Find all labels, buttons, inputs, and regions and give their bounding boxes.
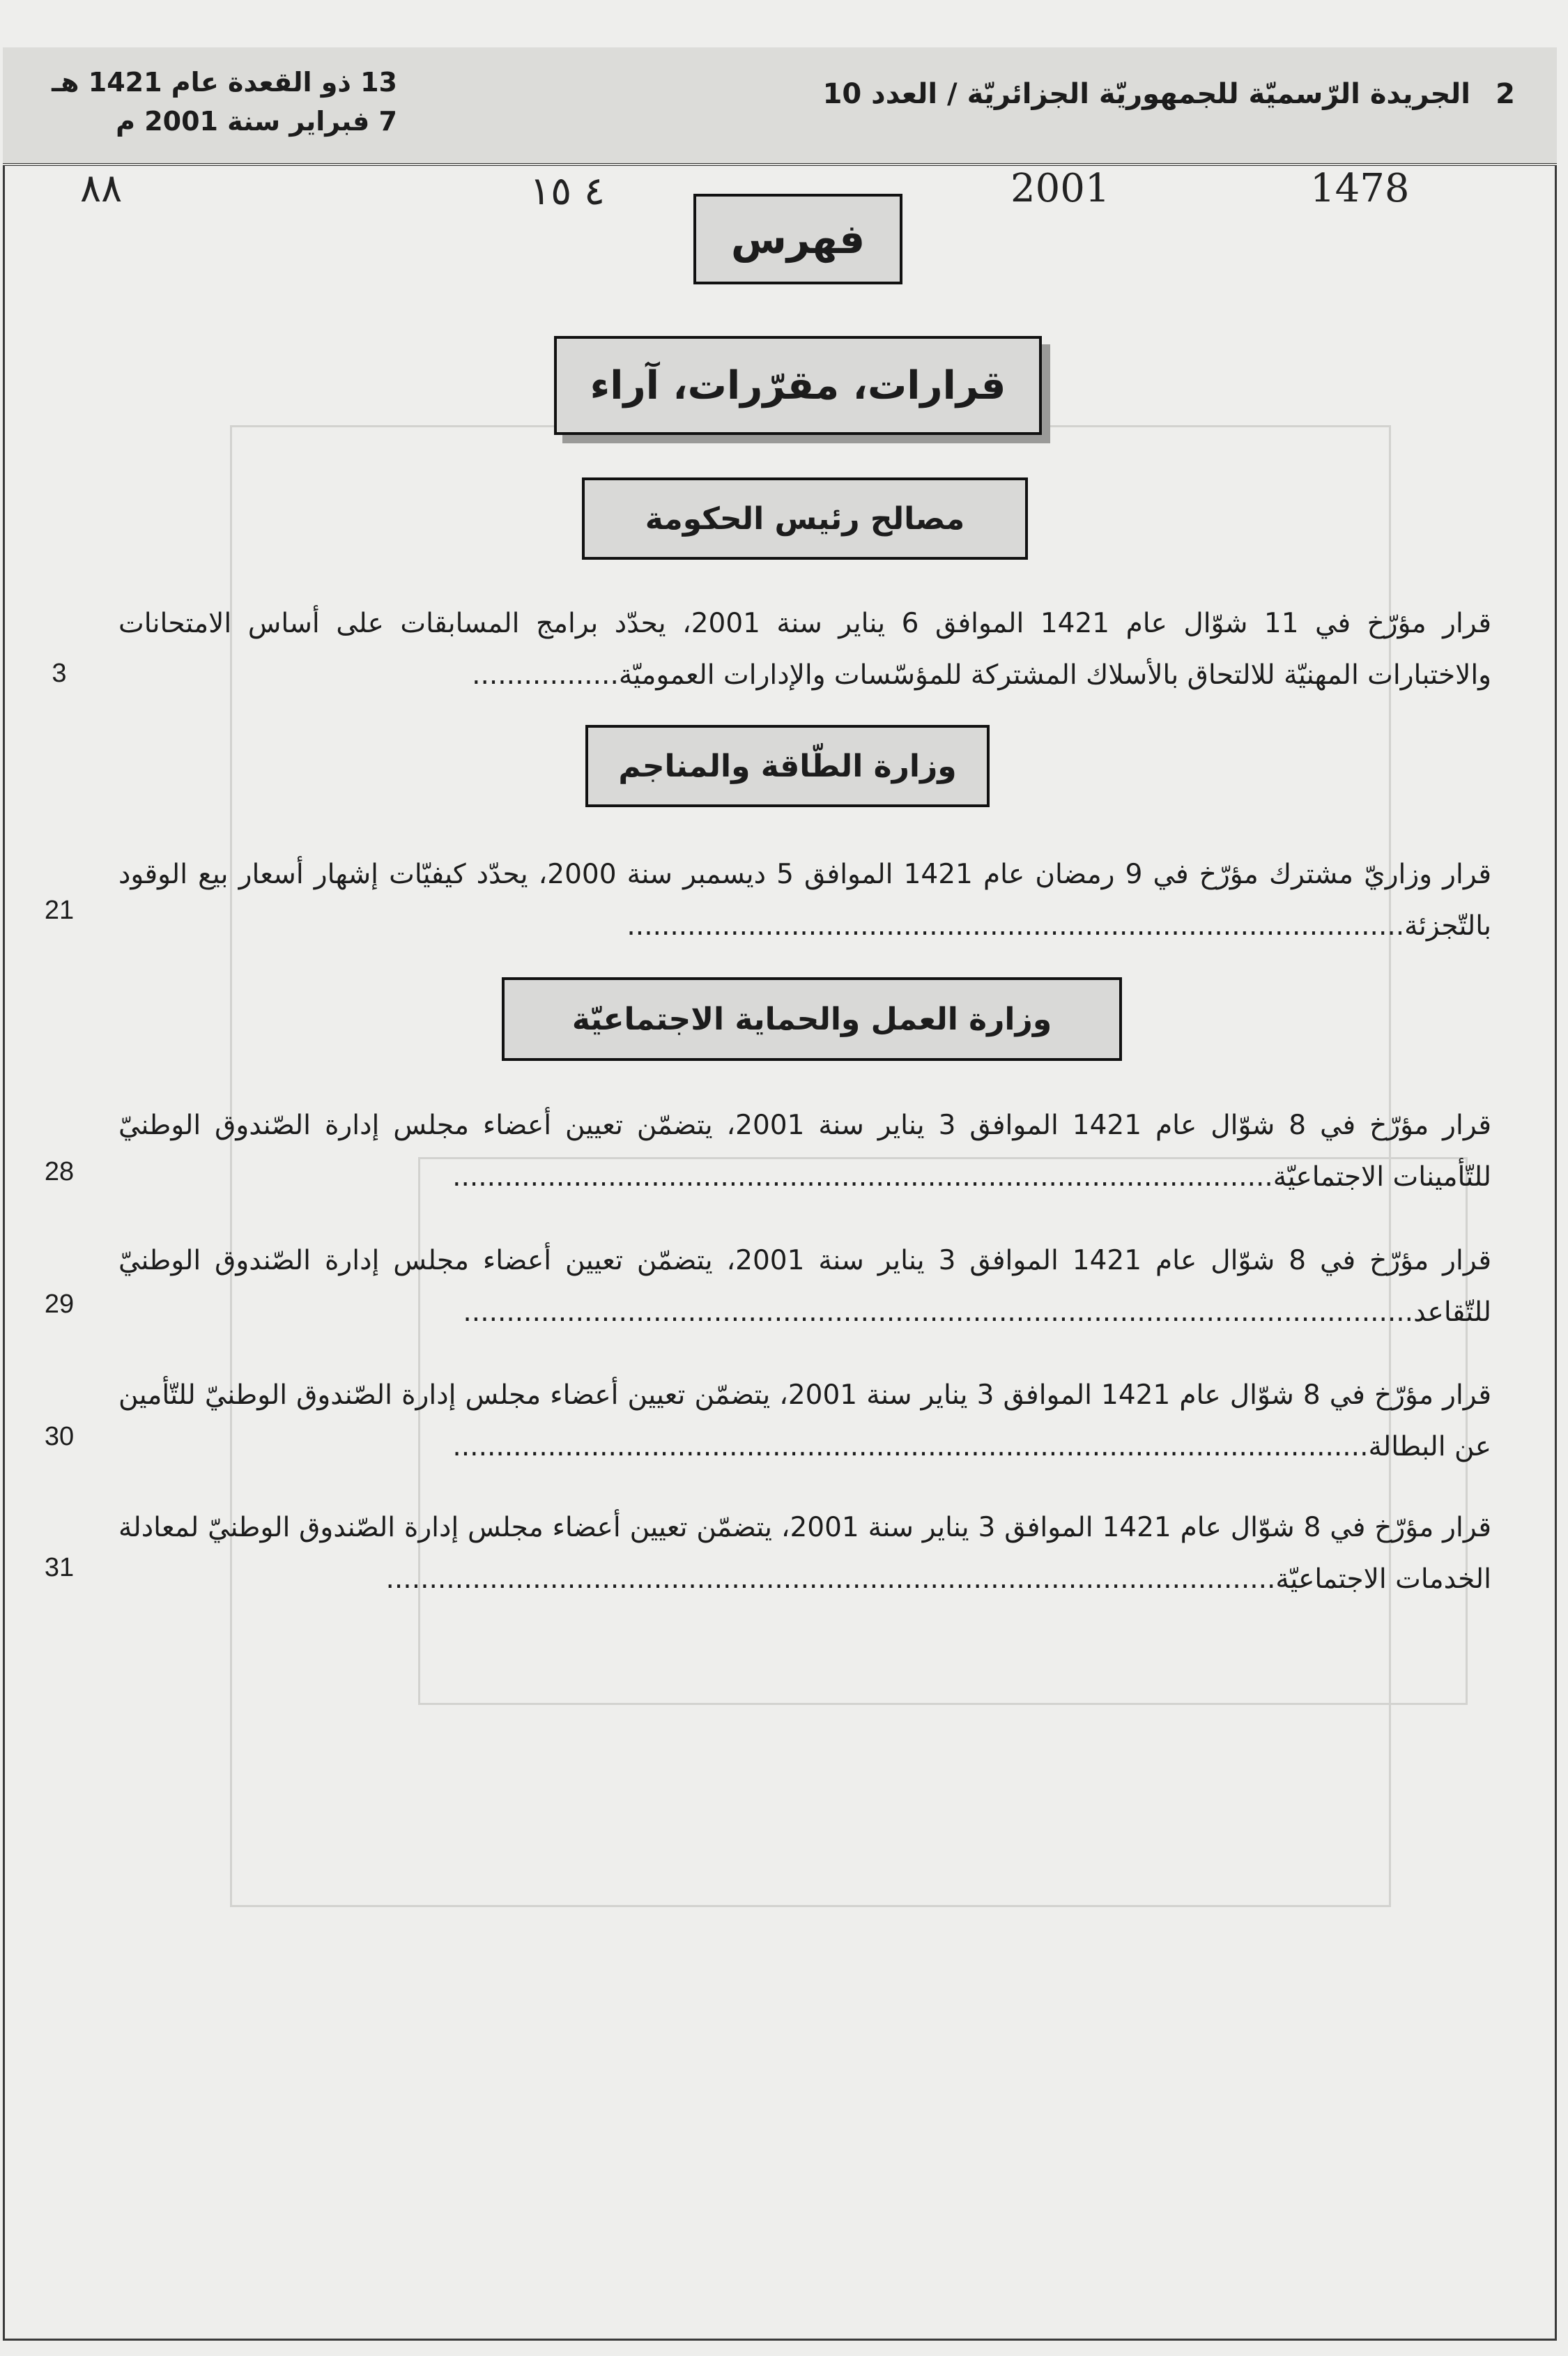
toc-entry[interactable] <box>118 1370 1491 1473</box>
toc-entry[interactable] <box>118 598 1491 701</box>
leader-dots: .......................................................................................... <box>627 910 1405 942</box>
page-ref: 31 <box>44 1553 75 1582</box>
entry-text: قرار مؤرّخ في 8 شوّال عام 1421 الموافق 3 يناير سنة 2001، يتضمّن تعيين أعضاء مجلس إدارة الصّندوق الوطنيّ للتّأمين عن البطالة <box>118 1379 1491 1462</box>
handwritten-note-far-left: ٨٨ <box>80 166 123 211</box>
leader-dots: .......................................................................................................... <box>452 1431 1369 1462</box>
toc-title <box>693 194 902 284</box>
entry-text: قرار مؤرّخ في 8 شوّال عام 1421 الموافق 3 يناير سنة 2001، يتضمّن تعيين أعضاء مجلس إدارة الصّندوق الوطنيّ للتّأمينات الاجتماعيّة <box>118 1110 1492 1193</box>
toc-title-text: فهرس <box>730 215 866 263</box>
ministry-name: وزارة العمل والحماية الاجتماعيّة <box>571 1001 1052 1037</box>
leader-dots: .............................................................................................................. <box>463 1296 1414 1328</box>
entry-text: قرار مؤرّخ في 11 شوّال عام 1421 الموافق 6 يناير سنة 2001، يحدّد برامج المسابقات على أساس الامتحانات والاختبارات المهنيّة للالتحاق بالأسلاك المشتركة للمؤسّسات والإدارات العموميّة <box>118 608 1491 691</box>
hijri-date: 13 ذو القعدة عام 1421 هـ <box>52 67 397 98</box>
handwritten-note-right: 1478 <box>1310 166 1410 211</box>
journal-title: الجريدة الرّسميّة للجمهوريّة الجزائريّة / العدد 10 <box>822 78 1470 110</box>
gregorian-date: 7 فبراير سنة 2001 م <box>116 106 397 137</box>
handwritten-note-year: 2001 <box>1010 166 1110 211</box>
leader-dots: ............................................................................................... <box>452 1161 1273 1193</box>
section-title-text: قرارات، مقرّرات، آراء <box>590 362 1006 408</box>
section-title <box>554 336 1042 435</box>
page-ref: 30 <box>44 1422 75 1451</box>
leader-dots: ................. <box>472 659 619 691</box>
ministry-name: وزارة الطّاقة والمناجم <box>618 748 957 784</box>
toc-entry[interactable] <box>118 1100 1491 1203</box>
entry-text: قرار مؤرّخ في 8 شوّال عام 1421 الموافق 3 يناير سنة 2001، يتضمّن تعيين أعضاء مجلس إدارة الصّندوق الوطنيّ للتّقاعد <box>118 1245 1492 1328</box>
page-number: 2 <box>1496 78 1515 110</box>
leader-dots: ....................................................................................................... <box>385 1563 1276 1595</box>
ministry-heading-energy <box>585 725 990 807</box>
issue-date <box>21 63 397 141</box>
ministry-heading-labor <box>502 977 1122 1061</box>
page-ref: 21 <box>44 896 75 925</box>
page-ref: 3 <box>52 659 67 688</box>
page-ref: 28 <box>44 1157 75 1186</box>
toc-entry[interactable] <box>118 849 1491 952</box>
entry-text: قرار وزاريّ مشترك مؤرّخ في 9 رمضان عام 1421 الموافق 5 ديسمبر سنة 2000، يحدّد كيفيّات إشهار أسعار بيع الوقود بالتّجزئة <box>118 859 1491 942</box>
ministry-heading-government <box>582 477 1028 560</box>
ministry-name: مصالح رئيس الحكومة <box>645 500 965 537</box>
entry-text: قرار مؤرّخ في 8 شوّال عام 1421 الموافق 3 يناير سنة 2001، يتضمّن تعيين أعضاء مجلس إدارة الصّندوق الوطنيّ لمعادلة الخدمات الاجتماعيّة <box>118 1512 1491 1595</box>
page-ref: 29 <box>44 1290 75 1319</box>
toc-entry[interactable] <box>118 1502 1491 1605</box>
handwritten-note-left: ٤ ١٥ <box>530 169 606 214</box>
toc-entry[interactable] <box>118 1235 1491 1338</box>
